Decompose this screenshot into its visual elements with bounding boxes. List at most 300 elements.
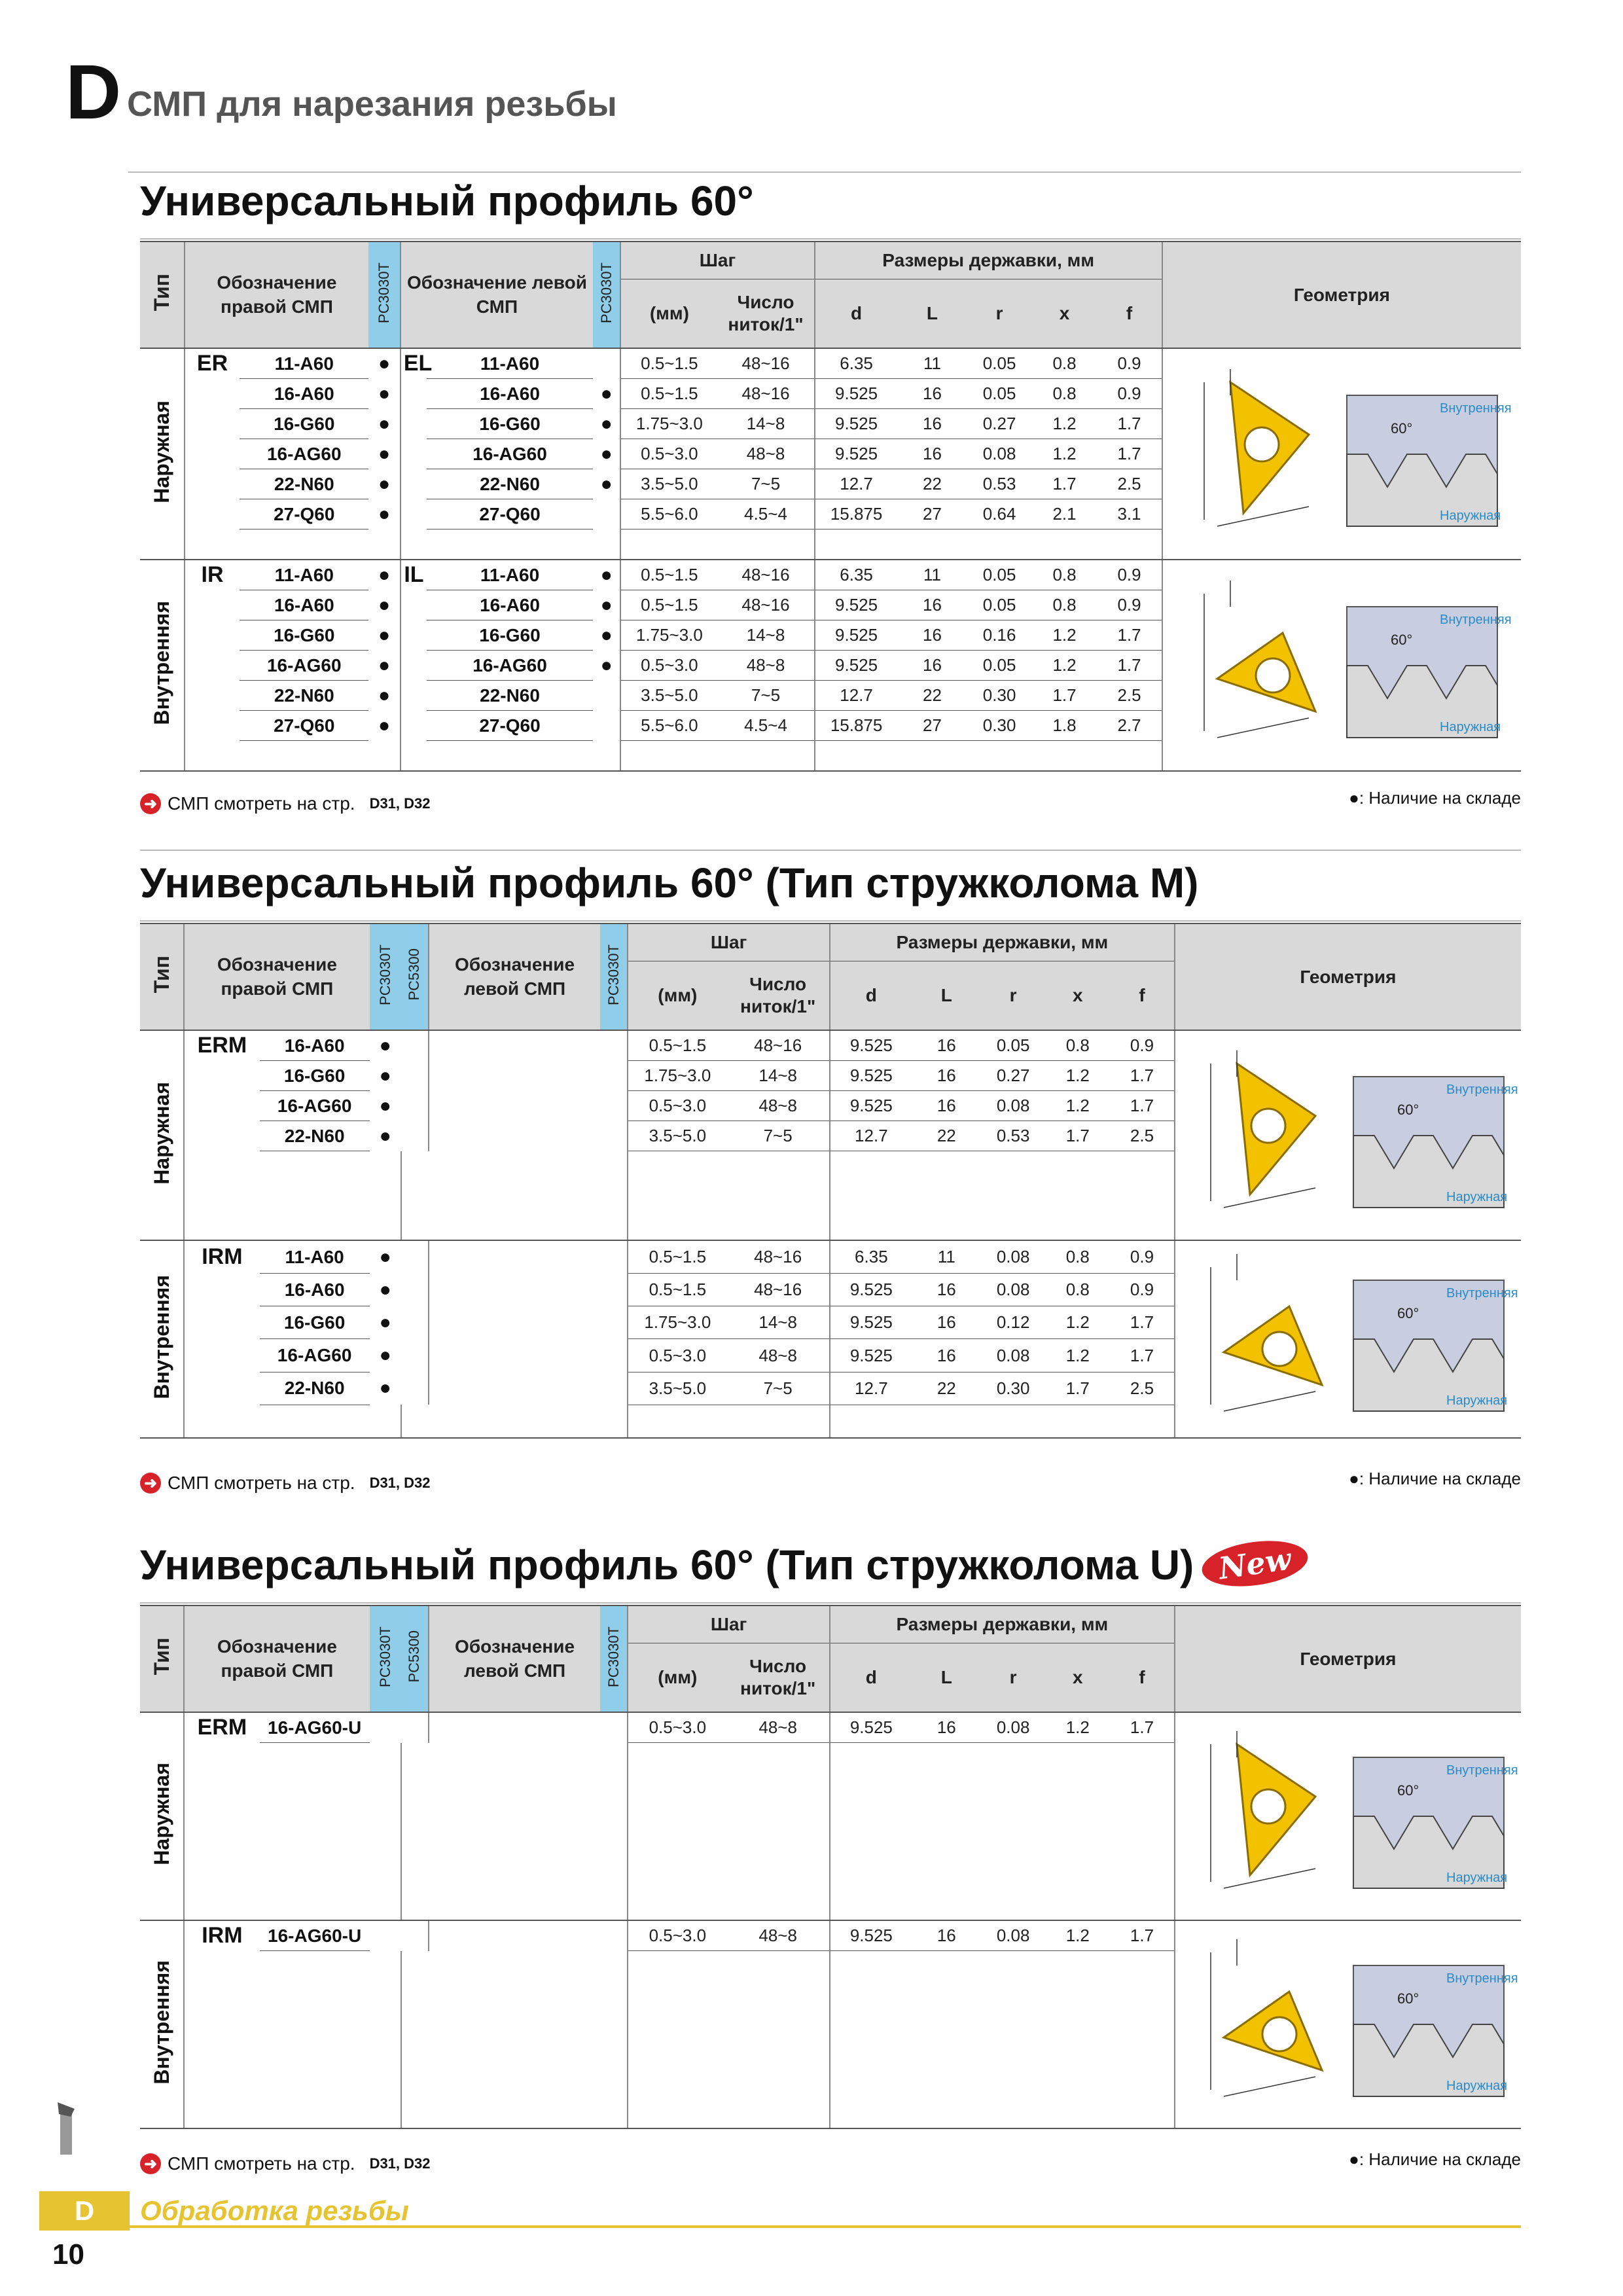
- dim-L: 16: [898, 409, 967, 439]
- section-title-3: Универсальный профиль 60° (Тип стружколома U): [140, 1541, 1194, 1588]
- left-code: [429, 1121, 600, 1151]
- dim-r: 0.30: [967, 681, 1031, 711]
- thread-profile-drawing: [1347, 607, 1512, 738]
- series-right: [185, 379, 240, 409]
- col-grade-pc3030t-left: PC3030T: [600, 1605, 628, 1712]
- col-pitch: Шаг: [628, 1605, 830, 1643]
- dim-x: 0.8: [1032, 348, 1097, 379]
- stock-dot-right: ●: [379, 1034, 391, 1056]
- insert-drawing: [1204, 581, 1315, 738]
- dim-r: 0.05: [981, 1030, 1046, 1061]
- series-right: [185, 469, 240, 499]
- dim-f: 1.7: [1110, 1061, 1175, 1091]
- dim-x: 1.7: [1032, 681, 1097, 711]
- pitch-mm: 1.75~3.0: [628, 1061, 726, 1091]
- right-code: 11-A60: [260, 1240, 370, 1274]
- right-code: 16-G60: [260, 1061, 370, 1091]
- svg-text:60°: 60°: [1397, 1990, 1419, 2007]
- dim-L: 16: [912, 1306, 981, 1339]
- stock-dot-right: ●: [378, 503, 391, 525]
- dim-d: 9.525: [815, 409, 898, 439]
- col-type: Тип: [140, 1605, 184, 1712]
- stock-dot-left: [600, 1306, 628, 1339]
- dim-f: 1.7: [1110, 1920, 1175, 1951]
- stock-dot-right: ●: [378, 684, 391, 706]
- svg-text:Наружная: Наружная: [1446, 1189, 1507, 1204]
- col-r: r: [981, 961, 1046, 1031]
- dim-r: 0.30: [981, 1372, 1046, 1405]
- dim-x: 1.2: [1045, 1091, 1110, 1121]
- section-title-2: Универсальный профиль 60° (Тип стружколома M): [140, 859, 1199, 906]
- col-pitch-tpi: Число ниток/1": [717, 279, 814, 349]
- dim-f: 2.5: [1097, 469, 1162, 499]
- see-pages-note-3: [140, 2153, 431, 2174]
- dim-x: 1.8: [1032, 711, 1097, 741]
- dim-f: 0.9: [1097, 348, 1162, 379]
- pitch-mm: 1.75~3.0: [620, 409, 717, 439]
- right-code: 16-G60: [240, 409, 368, 439]
- dim-r: 0.05: [967, 379, 1031, 409]
- series-right: IRM: [184, 1240, 259, 1274]
- col-x: x: [1045, 961, 1110, 1031]
- stock-dot-left: ●: [600, 473, 613, 495]
- dim-r: 0.08: [981, 1240, 1046, 1274]
- pitch-mm: 5.5~6.0: [620, 711, 717, 741]
- section-rule-3: [140, 1602, 1521, 1604]
- section-title-1: Универсальный профиль 60°: [140, 177, 754, 224]
- pitch-tpi: 48~16: [717, 590, 814, 620]
- stock-dot-right: ●: [378, 352, 391, 374]
- left-code: [429, 1091, 600, 1121]
- col-right-designation: Обозначение правой СМП: [184, 924, 369, 1030]
- dim-L: 27: [898, 711, 967, 741]
- stock-dot-pc5300: [401, 1061, 429, 1091]
- pitch-tpi: 48~16: [717, 379, 814, 409]
- stock-legend-1: ●: Наличие на складе: [1349, 788, 1521, 808]
- series-left: [401, 469, 427, 499]
- right-code: 16-AG60: [260, 1339, 370, 1372]
- pitch-mm: 3.5~5.0: [628, 1372, 726, 1405]
- geometry-cell-internal: [1175, 1920, 1521, 2128]
- dim-d: 9.525: [830, 1920, 912, 1951]
- right-code: 16-A60: [240, 379, 368, 409]
- left-code: [429, 1240, 600, 1274]
- dim-f: 0.9: [1097, 590, 1162, 620]
- col-holder-size: Размеры державки, мм: [830, 924, 1175, 961]
- col-pitch-mm: (мм): [628, 1643, 726, 1713]
- stock-dot-right: ●: [378, 714, 391, 736]
- section-rule-1: [140, 238, 1521, 240]
- chapter-tab: D: [39, 2191, 130, 2231]
- pitch-tpi: 4.5~4: [717, 711, 814, 741]
- dim-L: 16: [912, 1061, 981, 1091]
- dim-L: 16: [898, 590, 967, 620]
- stock-dot-left: [600, 1274, 628, 1306]
- stock-dot-pc5300: [401, 1712, 429, 1743]
- stock-dot-right: ●: [378, 624, 391, 646]
- svg-text:Внутренняя: Внутренняя: [1446, 1763, 1518, 1778]
- svg-text:60°: 60°: [1397, 1101, 1419, 1118]
- series-left: [401, 379, 427, 409]
- stock-dot-left: [593, 348, 620, 379]
- zone-label: Наружная: [140, 348, 185, 560]
- pitch-tpi: 48~16: [717, 560, 814, 590]
- right-code: 16-A60: [240, 590, 368, 620]
- insert-drawing: [1211, 1050, 1315, 1208]
- left-code: [429, 1712, 600, 1743]
- see-pages-link[interactable]: D31, D32: [369, 795, 431, 812]
- pitch-mm: 0.5~3.0: [628, 1712, 726, 1743]
- pitch-tpi: 48~8: [726, 1091, 829, 1121]
- right-code: 16-A60: [260, 1030, 370, 1061]
- col-holder-size: Размеры державки, мм: [815, 242, 1162, 279]
- pitch-tpi: 14~8: [726, 1061, 829, 1091]
- col-type: Тип: [140, 924, 184, 1030]
- col-grade-pc5300: PC5300: [401, 1605, 429, 1712]
- table-row: [140, 1030, 1521, 1061]
- col-d: d: [830, 961, 912, 1031]
- pitch-mm: 0.5~3.0: [628, 1339, 726, 1372]
- zone-label: Наружная: [140, 1030, 184, 1240]
- stock-dot-right: ●: [378, 564, 391, 586]
- pitch-tpi: 4.5~4: [717, 499, 814, 529]
- insert-drawing: [1204, 369, 1309, 526]
- col-geometry: Геометрия: [1175, 924, 1521, 1030]
- external-geometry-drawing: [1185, 1037, 1518, 1234]
- col-r: r: [981, 1643, 1046, 1713]
- series-right: [185, 620, 240, 651]
- dim-L: 16: [912, 1274, 981, 1306]
- pitch-mm: 0.5~1.5: [628, 1030, 726, 1061]
- svg-text:Внутренняя: Внутренняя: [1446, 1082, 1518, 1097]
- dim-L: 22: [898, 469, 967, 499]
- dim-r: 0.05: [967, 560, 1031, 590]
- pitch-mm: 3.5~5.0: [628, 1121, 726, 1151]
- stock-dot-right: ●: [378, 654, 391, 676]
- dim-d: 6.35: [815, 560, 898, 590]
- svg-text:Внутренняя: Внутренняя: [1440, 612, 1512, 627]
- pitch-mm: 3.5~5.0: [620, 469, 717, 499]
- dim-L: 22: [912, 1372, 981, 1405]
- dim-x: 1.2: [1045, 1339, 1110, 1372]
- stock-dot-pc5300: [401, 1091, 429, 1121]
- svg-text:60°: 60°: [1397, 1782, 1419, 1799]
- dim-f: 1.7: [1097, 409, 1162, 439]
- see-pages-link[interactable]: D31, D32: [369, 1475, 431, 1491]
- thread-profile-drawing: [1353, 1965, 1518, 2096]
- left-code: 16-AG60: [427, 439, 593, 469]
- series-right: IR: [185, 560, 240, 590]
- dim-f: 0.9: [1110, 1030, 1175, 1061]
- stock-dot-left: [593, 711, 620, 741]
- series-right: [184, 1121, 259, 1151]
- dim-L: 16: [912, 1091, 981, 1121]
- dim-r: 0.08: [981, 1920, 1046, 1951]
- right-code: 16-AG60-U: [260, 1712, 370, 1743]
- pitch-tpi: 7~5: [717, 681, 814, 711]
- stock-dot-right: ●: [379, 1377, 391, 1399]
- pitch-mm: 5.5~6.0: [620, 499, 717, 529]
- internal-geometry-drawing: [1178, 567, 1512, 764]
- col-r: r: [967, 279, 1031, 349]
- dim-r: 0.05: [967, 590, 1031, 620]
- see-pages-text: СМП смотреть на стр.: [168, 2153, 355, 2174]
- table-row: [140, 1920, 1521, 1951]
- dim-r: 0.05: [967, 348, 1031, 379]
- dim-x: 0.8: [1045, 1240, 1110, 1274]
- series-left: [401, 590, 427, 620]
- dim-x: 1.2: [1045, 1712, 1110, 1743]
- dim-d: 9.525: [815, 651, 898, 681]
- dim-d: 9.525: [830, 1091, 912, 1121]
- col-right-designation: Обозначение правой СМП: [185, 242, 368, 348]
- col-grade-pc3030t-left: PC3030T: [600, 924, 628, 1030]
- stock-dot-left: ●: [600, 624, 613, 646]
- left-code: 11-A60: [427, 348, 593, 379]
- pitch-mm: 0.5~1.5: [620, 590, 717, 620]
- right-code: 16-AG60-U: [260, 1920, 370, 1951]
- right-code: 22-N60: [240, 681, 368, 711]
- dim-r: 0.08: [981, 1091, 1046, 1121]
- pitch-tpi: 48~8: [726, 1920, 829, 1951]
- arrow-right-icon: ➜: [140, 2153, 161, 2174]
- thread-profile-drawing: [1353, 1280, 1518, 1411]
- svg-text:Наружная: Наружная: [1446, 1393, 1507, 1408]
- boring-bar-icon: [51, 2100, 81, 2155]
- pitch-mm: 0.5~3.0: [620, 439, 717, 469]
- dim-f: 1.7: [1110, 1712, 1175, 1743]
- geometry-cell-external: [1175, 1030, 1521, 1240]
- left-code: 22-N60: [427, 681, 593, 711]
- svg-text:Внутренняя: Внутренняя: [1440, 401, 1512, 416]
- insert-drawing: [1211, 1254, 1322, 1411]
- dim-L: 22: [898, 681, 967, 711]
- col-left-designation: Обозначение левой СМП: [401, 242, 593, 348]
- dim-f: 1.7: [1110, 1339, 1175, 1372]
- pitch-tpi: 48~16: [726, 1274, 829, 1306]
- series-left: [401, 711, 427, 741]
- dim-r: 0.27: [981, 1061, 1046, 1091]
- left-code: [429, 1339, 600, 1372]
- stock-dot-left: [600, 1920, 628, 1951]
- col-pitch: Шаг: [628, 924, 830, 961]
- spec-table-2: [140, 923, 1521, 1439]
- dim-f: 0.9: [1097, 560, 1162, 590]
- dim-L: 16: [898, 379, 967, 409]
- dim-r: 0.08: [967, 439, 1031, 469]
- dim-x: 2.1: [1032, 499, 1097, 529]
- series-left: [401, 681, 427, 711]
- thread-profile-drawing: [1347, 395, 1512, 526]
- col-L: L: [912, 961, 981, 1031]
- col-type: Тип: [140, 242, 185, 348]
- dim-f: 1.7: [1097, 439, 1162, 469]
- dim-d: 6.35: [830, 1240, 912, 1274]
- arrow-right-icon: ➜: [140, 793, 161, 814]
- pitch-tpi: 14~8: [717, 620, 814, 651]
- dim-x: 1.2: [1032, 651, 1097, 681]
- stock-dot-left: [600, 1030, 628, 1061]
- col-L: L: [898, 279, 967, 349]
- svg-text:Внутренняя: Внутренняя: [1446, 1286, 1518, 1300]
- series-right: [184, 1274, 259, 1306]
- see-pages-text: СМП смотреть на стр.: [168, 1473, 355, 1493]
- dim-d: 9.525: [830, 1030, 912, 1061]
- dim-x: 0.8: [1032, 379, 1097, 409]
- series-right: [184, 1061, 259, 1091]
- series-right: [185, 651, 240, 681]
- stock-dot-right: ●: [379, 1064, 391, 1086]
- table-row: [140, 560, 1521, 590]
- pitch-tpi: 48~8: [726, 1339, 829, 1372]
- dim-x: 0.8: [1045, 1030, 1110, 1061]
- col-grade-pc3030t-right: PC3030T: [370, 924, 401, 1030]
- geometry-cell-internal: [1162, 560, 1521, 771]
- stock-dot-pc5300: [401, 1306, 429, 1339]
- dim-d: 9.525: [830, 1274, 912, 1306]
- left-code: [429, 1030, 600, 1061]
- col-grade-pc3030t-right: PC3030T: [368, 242, 401, 348]
- col-holder-size: Размеры державки, мм: [830, 1605, 1175, 1643]
- dim-f: 0.9: [1110, 1274, 1175, 1306]
- dim-r: 0.08: [981, 1712, 1046, 1743]
- series-left: [401, 439, 427, 469]
- dim-L: 16: [898, 439, 967, 469]
- dim-d: 12.7: [815, 469, 898, 499]
- stock-dot-right: [370, 1920, 401, 1951]
- col-pitch: Шаг: [620, 242, 814, 279]
- section-rule-2a: [140, 850, 1521, 851]
- dim-L: 11: [912, 1240, 981, 1274]
- stock-dot-right: ●: [379, 1344, 391, 1367]
- stock-dot-pc5300: [401, 1240, 429, 1274]
- stock-dot-left: ●: [600, 442, 613, 465]
- col-x: x: [1032, 279, 1097, 349]
- col-L: L: [912, 1643, 981, 1713]
- col-geometry: Геометрия: [1162, 242, 1521, 348]
- dim-x: 1.2: [1045, 1061, 1110, 1091]
- col-grade-pc3030t-left: PC3030T: [593, 242, 620, 348]
- see-pages-note-2: [140, 1473, 431, 1494]
- right-code: 16-AG60: [240, 651, 368, 681]
- right-code: 16-G60: [260, 1306, 370, 1339]
- dim-x: 1.7: [1045, 1372, 1110, 1405]
- dim-r: 0.05: [967, 651, 1031, 681]
- zone-label: Внутренняя: [140, 560, 185, 771]
- chapter-tab-title: Обработка резьбы: [140, 2195, 409, 2226]
- stock-dot-right: ●: [379, 1094, 391, 1117]
- stock-legend-3: ●: Наличие на складе: [1349, 2149, 1521, 2169]
- pitch-mm: 1.75~3.0: [620, 620, 717, 651]
- dim-r: 0.08: [981, 1339, 1046, 1372]
- left-code: [429, 1274, 600, 1306]
- col-d: d: [830, 1643, 912, 1713]
- left-code: 16-G60: [427, 620, 593, 651]
- series-left: [401, 620, 427, 651]
- svg-text:60°: 60°: [1391, 420, 1413, 437]
- arrow-right-icon: ➜: [140, 1473, 161, 1494]
- series-right: [184, 1339, 259, 1372]
- col-grade-pc5300: PC5300: [401, 924, 429, 1030]
- stock-dot-right: ●: [378, 442, 391, 465]
- col-pitch-tpi: Число ниток/1": [726, 961, 829, 1031]
- geometry-cell-internal: [1175, 1240, 1521, 1438]
- dim-d: 15.875: [815, 499, 898, 529]
- dim-L: 16: [912, 1339, 981, 1372]
- pitch-mm: 0.5~1.5: [628, 1240, 726, 1274]
- stock-dot-left: [600, 1240, 628, 1274]
- stock-dot-left: [600, 1091, 628, 1121]
- dim-x: 1.7: [1032, 469, 1097, 499]
- svg-text:Внутренняя: Внутренняя: [1446, 1971, 1518, 1986]
- series-left: IL: [401, 560, 427, 590]
- dim-f: 3.1: [1097, 499, 1162, 529]
- see-pages-link[interactable]: D31, D32: [369, 2155, 431, 2172]
- stock-dot-pc5300: [401, 1274, 429, 1306]
- left-code: 16-AG60: [427, 651, 593, 681]
- table-row: [140, 348, 1521, 379]
- page-number: 10: [52, 2238, 84, 2270]
- stock-dot-pc5300: [401, 1372, 429, 1405]
- pitch-tpi: 48~16: [726, 1030, 829, 1061]
- dim-x: 0.8: [1045, 1274, 1110, 1306]
- stock-dot-right: ●: [378, 473, 391, 495]
- dim-f: 1.7: [1097, 620, 1162, 651]
- col-f: f: [1110, 961, 1175, 1031]
- dim-r: 0.12: [981, 1306, 1046, 1339]
- thread-profile-drawing: [1353, 1757, 1518, 1888]
- dim-L: 11: [898, 348, 967, 379]
- stock-dot-left: ●: [600, 382, 613, 404]
- svg-text:60°: 60°: [1397, 1305, 1419, 1321]
- dim-d: 12.7: [830, 1372, 912, 1405]
- svg-text:Наружная: Наружная: [1446, 2079, 1507, 2093]
- external-geometry-drawing: [1185, 1718, 1518, 1914]
- dim-f: 0.9: [1097, 379, 1162, 409]
- chapter-letter: D: [65, 49, 122, 135]
- stock-dot-right: ●: [379, 1246, 391, 1268]
- stock-dot-left: [600, 1712, 628, 1743]
- col-right-designation: Обозначение правой СМП: [184, 1605, 369, 1712]
- left-code: 16-A60: [427, 590, 593, 620]
- stock-dot-pc5300: [401, 1339, 429, 1372]
- dim-d: 15.875: [815, 711, 898, 741]
- col-d: d: [815, 279, 898, 349]
- svg-text:Наружная: Наружная: [1440, 719, 1501, 734]
- col-f: f: [1110, 1643, 1175, 1713]
- dim-d: 9.525: [830, 1339, 912, 1372]
- stock-dot-left: ●: [600, 412, 613, 435]
- pitch-mm: 0.5~1.5: [620, 379, 717, 409]
- col-f: f: [1097, 279, 1162, 349]
- stock-dot-right: ●: [378, 594, 391, 616]
- dim-d: 9.525: [830, 1061, 912, 1091]
- pitch-tpi: 14~8: [717, 409, 814, 439]
- dim-x: 1.2: [1032, 409, 1097, 439]
- series-right: [185, 439, 240, 469]
- series-right: [184, 1091, 259, 1121]
- left-code: 16-A60: [427, 379, 593, 409]
- internal-geometry-drawing: [1185, 1926, 1518, 2123]
- dim-d: 9.525: [815, 379, 898, 409]
- right-code: 27-Q60: [240, 499, 368, 529]
- svg-text:Наружная: Наружная: [1446, 1871, 1507, 1885]
- col-left-designation: Обозначение левой СМП: [429, 1605, 600, 1712]
- dim-L: 27: [898, 499, 967, 529]
- spec-table-1: [140, 241, 1521, 772]
- header-rule: [128, 171, 1521, 173]
- right-code: 16-AG60: [260, 1091, 370, 1121]
